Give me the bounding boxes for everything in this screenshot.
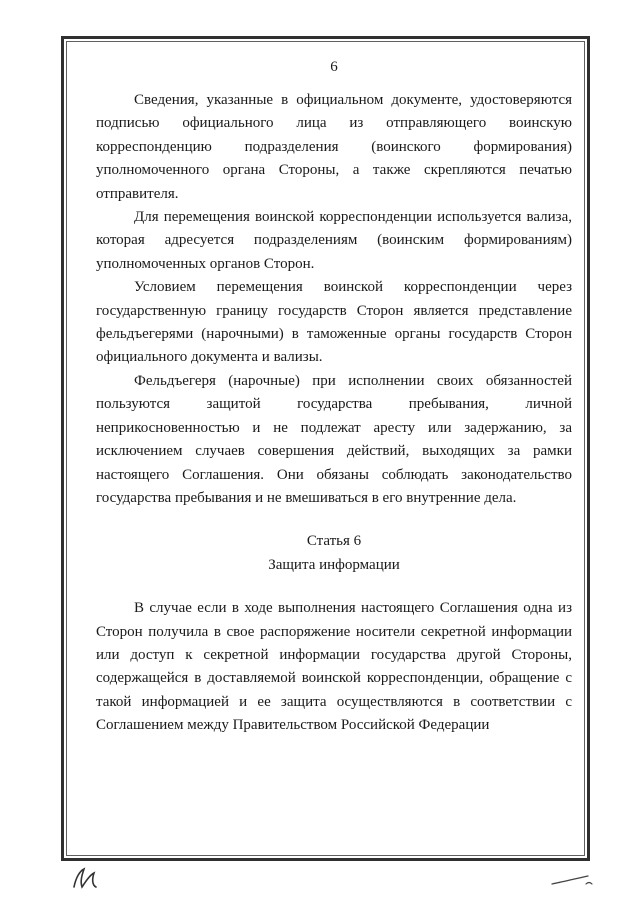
paragraph-certification: Сведения, указанные в официальном документе, удостоверяются подписью официального лица из отправляющего воинскую корреспонденцию подразделения (воинского формирования) уполномоченного органа Стороны, а также скрепляются печатью отправителя. — [96, 92, 572, 202]
article-number: Статья 6 — [306, 533, 362, 550]
initials-signature-left — [66, 863, 116, 893]
initials-signature-right — [548, 868, 598, 893]
paragraph-border-crossing: Условием перемещения воинской корреспонденции через государственную границу государств Сторон является представление фельдъегерями (нарочными) в таможенные органы государств Сторон официального документа и вализы. — [96, 279, 572, 366]
paragraph-valise: Для перемещения воинской корреспонденции используется вализа, которая адресуется подразделениям (воинским формированиям) уполномоченных органов Сторон. — [96, 209, 572, 272]
page-number: 6 — [330, 59, 338, 75]
document-body — [96, 56, 572, 738]
paragraph-couriers-protection: Фельдъегеря (нарочные) при исполнении своих обязанностей пользуются защитой государства пребывания, личной неприкосновенностью и не подлежат аресту или задержанию, за исключением случаев совершения действий, выходящих за рамки настоящего Соглашения. Они обязаны соблюдать законодательство государства пребывания и не вмешиваться в его внутренние дела. — [96, 372, 572, 506]
article-title: Защита информации — [268, 556, 400, 573]
article-heading — [96, 530, 572, 577]
paragraph-information-protection: В случае если в ходе выполнения настоящего Соглашения одна из Сторон получила в свое распоряжение носители секретной информации или доступ к секретной информации государства другой Стороны, содержащейся в доставляемой воинской корреспонденции, обращение с такой информацией и ее защита осуществляются в соответствии с Соглашением между Правительством Российской Федерации — [96, 600, 572, 734]
